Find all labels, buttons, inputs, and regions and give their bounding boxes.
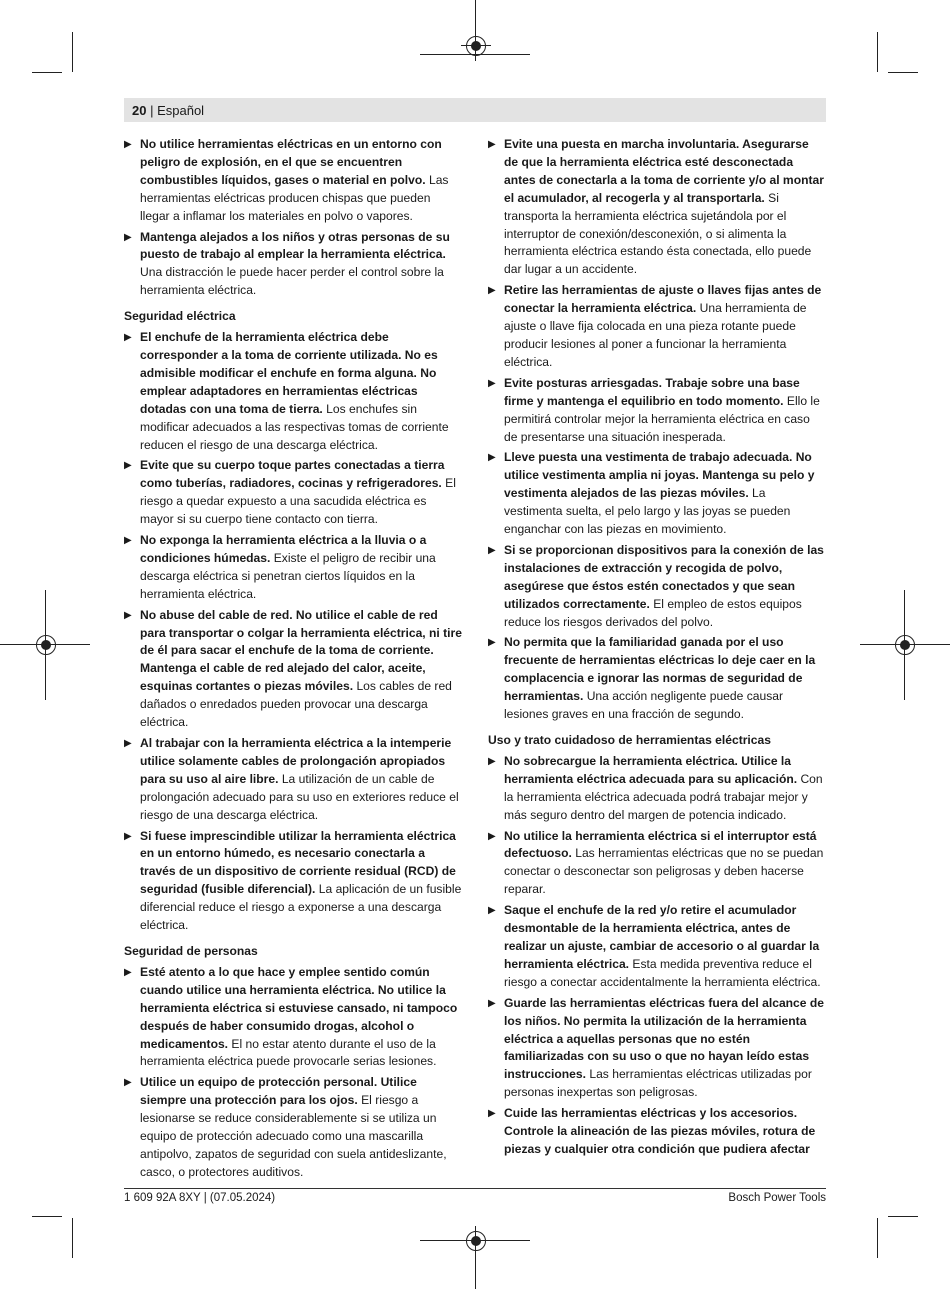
section-heading: Seguridad de personas [124, 943, 258, 958]
bullet-arrow-icon: ▶ [124, 460, 132, 472]
instruction-text: El no estar atento durante el uso de la herramienta eléctrica puede provocarle serias lesiones. [140, 1036, 437, 1069]
instruction-bold: Si fuese imprescindible utilizar la herramienta eléctrica en un entorno húmedo, es necesario conectarla a través de un dispositivo de corriente residual (RCD) de seguridad (fusible diferencial). [140, 828, 456, 897]
bullet-arrow-icon: ▶ [488, 544, 496, 556]
page-language: Español [157, 103, 205, 118]
instruction-bold: Guarde las herramientas eléctricas fuera del alcance de los niños. No permita la utilización de la herramienta eléctrica a aquellas personas que no estén familiarizadas con su uso o que no hayan leído estas instrucciones. [504, 995, 824, 1082]
safety-instruction [124, 828, 462, 935]
crop-mark [888, 1216, 918, 1217]
instruction-text: Los cables de red dañados o enredados pueden provocar una descarga eléctrica. [140, 679, 452, 730]
safety-instruction [124, 329, 462, 454]
safety-instruction [124, 607, 462, 732]
crop-mark [72, 1218, 73, 1258]
safety-instruction [488, 828, 826, 900]
crop-mark [888, 72, 918, 73]
header-band [124, 98, 826, 122]
bullet-arrow-icon: ▶ [488, 139, 496, 150]
bullet-arrow-icon: ▶ [124, 332, 132, 344]
page-header [132, 103, 204, 118]
footer-brand: Bosch Power Tools [728, 1192, 826, 1204]
instruction-text: Existe el peligro de recibir una descarga eléctrica si penetran ciertos líquidos en la herramienta eléctrica. [140, 550, 436, 601]
instruction-bold: El enchufe de la herramienta eléctrica debe corresponder a la toma de corriente utilizada. No es admisible modificar el enchufe en forma alguna. No emplear adaptadores en herramientas eléctricas dotadas con una toma de tierra. [140, 330, 438, 416]
bullet-arrow-icon: ▶ [488, 285, 496, 297]
header-separator: | [146, 103, 158, 118]
crop-mark [32, 72, 62, 73]
bullet-arrow-icon: ▶ [488, 1108, 496, 1120]
left-column [124, 136, 462, 1185]
right-column [488, 136, 826, 1162]
safety-instruction [488, 902, 826, 992]
safety-instruction [124, 532, 462, 604]
instruction-text: La aplicación de un fusible diferencial reduce el riesgo a exponerse a una descarga eléctrica. [140, 882, 462, 933]
bullet-arrow-icon: ▶ [124, 966, 132, 978]
instruction-text: Los enchufes sin modificar adecuados a las respectivas tomas de corriente reducen el riesgo de una descarga eléctrica. [140, 401, 449, 452]
instruction-text: El riesgo a quedar expuesto a una sacudida eléctrica es mayor si su cuerpo tiene contacto con tierra. [140, 476, 456, 527]
safety-instruction [488, 282, 826, 372]
instruction-bold: Mantenga alejados a los niños y otras personas de su puesto de trabajo al emplear la herramienta eléctrica. [140, 229, 450, 262]
registration-mark-icon [36, 635, 56, 655]
bullet-arrow-icon: ▶ [124, 535, 132, 547]
safety-instruction [488, 375, 826, 447]
instruction-bold: Cuide las herramientas eléctricas y los accesorios. Controle la alineación de las piezas móviles, rotura de piezas y cualquier otra condición que pudiera afectar [504, 1106, 816, 1156]
crop-mark [877, 32, 878, 72]
bullet-arrow-icon: ▶ [124, 830, 132, 842]
safety-instruction [124, 136, 462, 226]
crop-mark [72, 32, 73, 72]
instruction-text: Las herramientas eléctricas que no se puedan conectar o desconectar son peligrosas y deben hacerse reparar. [504, 846, 824, 897]
instruction-text: Las herramientas eléctricas producen chispas que pueden llegar a inflamar los materiales en polvo o vapores. [140, 172, 449, 223]
instruction-bold: No abuse del cable de red. No utilice el cable de red para transportar o colgar la herramienta eléctrica, ni tire de él para sacar el enchufe de la toma de corriente. Mantenga el cable de red alejado del calor, aceite, esquinas cortantes o piezas móviles. [140, 607, 462, 694]
registration-mark-icon [895, 635, 915, 655]
instruction-text: Con la herramienta eléctrica adecuada podrá trabajar mejor y más seguro dentro del margen de potencia indicado. [504, 771, 823, 822]
bullet-arrow-icon: ▶ [124, 1077, 132, 1089]
safety-instruction [124, 229, 462, 301]
safety-instruction [488, 542, 826, 632]
instruction-bold: No sobrecargue la herramienta eléctrica. Utilice la herramienta eléctrica adecuada para su aplicación. [504, 753, 798, 786]
crop-mark [475, 1252, 476, 1289]
safety-instruction [488, 995, 826, 1102]
bullet-arrow-icon: ▶ [488, 377, 496, 389]
safety-instruction [124, 735, 462, 825]
instruction-bold: Evite posturas arriesgadas. Trabaje sobre una base firme y mantenga el equilibrio en todo momento. [504, 375, 800, 408]
footer-rule [124, 1188, 826, 1189]
instruction-bold: Retire las herramientas de ajuste o llaves fijas antes de conectar la herramienta eléctrica. [504, 283, 822, 316]
instruction-bold: No utilice herramientas eléctricas en un entorno con peligro de explosión, en el que se encuentren combustibles líquidos, gases o material en polvo. [140, 137, 442, 187]
bullet-arrow-icon: ▶ [488, 830, 496, 842]
instruction-text: Esta medida preventiva reduce el riesgo a conectar accidentalmente la herramienta eléctrica. [504, 956, 821, 989]
bullet-arrow-icon: ▶ [488, 997, 496, 1009]
section-heading: Uso y trato cuidadoso de herramientas eléctricas [488, 733, 771, 747]
instruction-text: Las herramientas eléctricas utilizadas por personas inexpertas son peligrosas. [504, 1067, 812, 1100]
instruction-bold: Saque el enchufe de la red y/o retire el acumulador desmontable de la herramienta eléctrica, antes de realizar un ajuste, cambiar de accesorio o al guardar la herramienta eléctrica. [504, 903, 820, 971]
footer-doc-number: 1 609 92A 8XY | (07.05.2024) [124, 1192, 276, 1204]
safety-instruction [124, 457, 462, 529]
instruction-text: La vestimenta suelta, el pelo largo y las joyas se pueden enganchar con las piezas en movimiento. [504, 486, 791, 537]
page-number: 20 [132, 103, 147, 118]
instruction-bold: Al trabajar con la herramienta eléctrica a la intemperie utilice solamente cables de prolongación apropiados para su uso al aire libre. [140, 736, 452, 786]
crop-mark [32, 1216, 62, 1217]
instruction-bold: No utilice la herramienta eléctrica si el interruptor está defectuoso. [504, 828, 817, 861]
registration-mark-icon [466, 36, 486, 56]
safety-instruction [488, 753, 826, 825]
instruction-text: Una acción negligente puede causar lesiones graves en una fracción de segundo. [504, 689, 784, 722]
section-heading: Seguridad eléctrica [124, 309, 236, 324]
instruction-text: Ello le permitirá controlar mejor la herramienta eléctrica en caso de presentarse una situación inesperada. [504, 393, 820, 444]
safety-instruction [124, 964, 462, 1071]
instruction-text: La utilización de un cable de prolongación adecuado para su uso en exteriores reduce el riesgo de una descarga eléctrica. [140, 771, 459, 822]
crop-mark [877, 1218, 878, 1258]
instruction-text: El empleo de estos equipos reduce los riesgos derivados del polvo. [504, 596, 802, 629]
safety-instruction [488, 634, 826, 724]
registration-mark-icon [466, 1231, 486, 1251]
bullet-arrow-icon: ▶ [124, 609, 132, 621]
instruction-bold: Esté atento a lo que hace y emplee sentido común cuando utilice una herramienta eléctrica. No utilice la herramienta eléctrica si estuviese cansado, ni tampoco después de haber consumido drogas, alcohol o medicamentos. [140, 964, 458, 1051]
bullet-arrow-icon: ▶ [124, 738, 132, 749]
instruction-text: El riesgo a lesionarse se reduce considerablemente si se utiliza un equipo de protección adecuado como una mascarilla antipolvo, zapatos de seguridad con suela antideslizante, casco, o protectores auditivos. [140, 1093, 447, 1179]
safety-instruction [488, 136, 826, 279]
instruction-text: Una distracción le puede hacer perder el control sobre la herramienta eléctrica. [140, 265, 444, 298]
instruction-bold: Evite que su cuerpo toque partes conectadas a tierra como tuberías, radiadores, cocinas y refrigeradores. [140, 458, 445, 491]
safety-instruction [488, 1105, 826, 1159]
safety-instruction [124, 1074, 462, 1181]
instruction-bold: Lleve puesta una vestimenta de trabajo adecuada. No utilice vestimenta amplia ni joyas. Mantenga su pelo y vestimenta alejados de las piezas móviles. [504, 450, 815, 501]
instruction-bold: Si se proporcionan dispositivos para la conexión de las instalaciones de extracción y recogida de polvo, asegúrese que éstos estén conectados y que sean utilizados correctamente. [504, 542, 824, 611]
instruction-bold: No permita que la familiaridad ganada por el uso frecuente de herramientas eléctricas lo deje caer en la complacencia e ignorar las normas de seguridad de herramientas. [504, 635, 816, 704]
bullet-arrow-icon: ▶ [488, 637, 496, 649]
bullet-arrow-icon: ▶ [488, 905, 496, 917]
bullet-arrow-icon: ▶ [488, 452, 496, 464]
instruction-bold: Evite una puesta en marcha involuntaria. Asegurarse de que la herramienta eléctrica esté desconectada antes de conectarla a la toma de corriente y/o al montar el acumulador, al recogerla y al transportarla. [504, 137, 824, 205]
instruction-text: Si transporta la herramienta eléctrica sujetándola por el interruptor de conexión/desconexión, o si alimenta la herramienta eléctrica estando ésta conectada, ello puede dar lugar a un accidente. [504, 190, 812, 277]
bullet-arrow-icon: ▶ [488, 755, 496, 767]
instruction-text: Una herramienta de ajuste o llave fija colocada en una pieza rotante puede producir lesiones al poner a funcionar la herramienta eléctrica. [504, 301, 807, 369]
bullet-arrow-icon: ▶ [124, 231, 132, 243]
bullet-arrow-icon: ▶ [124, 139, 132, 150]
safety-instruction [488, 449, 826, 539]
instruction-bold: No exponga la herramienta eléctrica a la lluvia o a condiciones húmedas. [140, 533, 427, 565]
instruction-bold: Utilice un equipo de protección personal. Utilice siempre una protección para los ojos. [140, 1075, 417, 1108]
